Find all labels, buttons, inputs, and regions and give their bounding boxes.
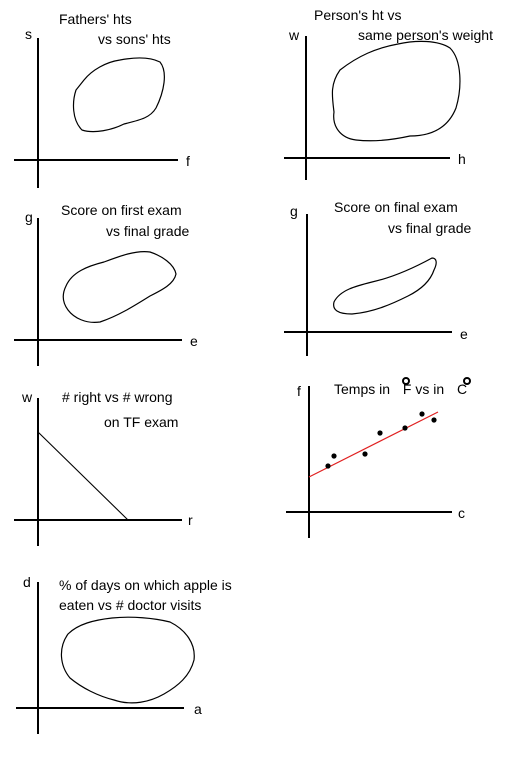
y-axis-label: w [289,27,300,43]
negative-line [38,432,128,520]
panel-title-line2: on TF exam [104,414,179,430]
panel-title-line1: % of days on which apple is [59,577,232,593]
data-cloud [61,617,194,703]
panel-title-line2: vs sons' hts [98,31,171,47]
data-point [325,463,330,468]
panel-height-weight [284,7,493,180]
data-point [331,453,336,458]
data-cloud [74,58,165,132]
panel-title-line2: same person's weight [358,27,493,43]
panel-right-wrong [14,389,193,546]
panel-title [334,381,467,397]
data-point [377,430,382,435]
panel-title-line2: eaten vs # doctor visits [59,597,202,613]
y-axis-label: g [290,203,298,219]
panel-title-part2: F vs in [402,381,449,397]
panel-title-line2: vs final grade [388,220,472,236]
x-axis-label: f [186,153,190,169]
data-point [362,451,367,456]
data-cloud [334,258,437,314]
panel-fathers-sons [14,11,190,188]
panel-title-line1: Score on first exam [61,202,182,218]
panel-final-exam-final-grade [284,199,471,356]
y-axis-label: d [23,574,31,590]
x-axis-label: e [190,333,198,349]
data-cloud [63,252,176,323]
data-point [419,411,424,416]
panel-first-exam-final-grade [14,202,198,366]
panel-apple-doctor [16,574,232,734]
y-axis-label: w [22,389,33,405]
panel-title-line1: Score on final exam [334,199,458,215]
data-cloud [332,41,460,140]
x-axis-label: e [460,326,468,342]
data-point [402,425,407,430]
x-axis-label: r [188,512,193,528]
panel-title-line1: Fathers' hts [59,11,132,27]
y-axis-label: s [25,26,32,42]
panel-temps-f-c [286,378,470,538]
x-axis-label: c [458,505,465,521]
data-point [431,417,436,422]
panel-title-part3: C [457,381,468,397]
y-axis-label: f [297,383,301,399]
panel-title-part1: Temps in [334,381,394,397]
panel-title-line1: Person's ht vs [314,7,402,23]
x-axis-label: a [194,701,202,717]
y-axis-label: g [25,209,33,225]
panel-title-line1: # right vs # wrong [62,389,173,405]
panel-title-line2: vs final grade [106,223,190,239]
x-axis-label: h [458,151,466,167]
